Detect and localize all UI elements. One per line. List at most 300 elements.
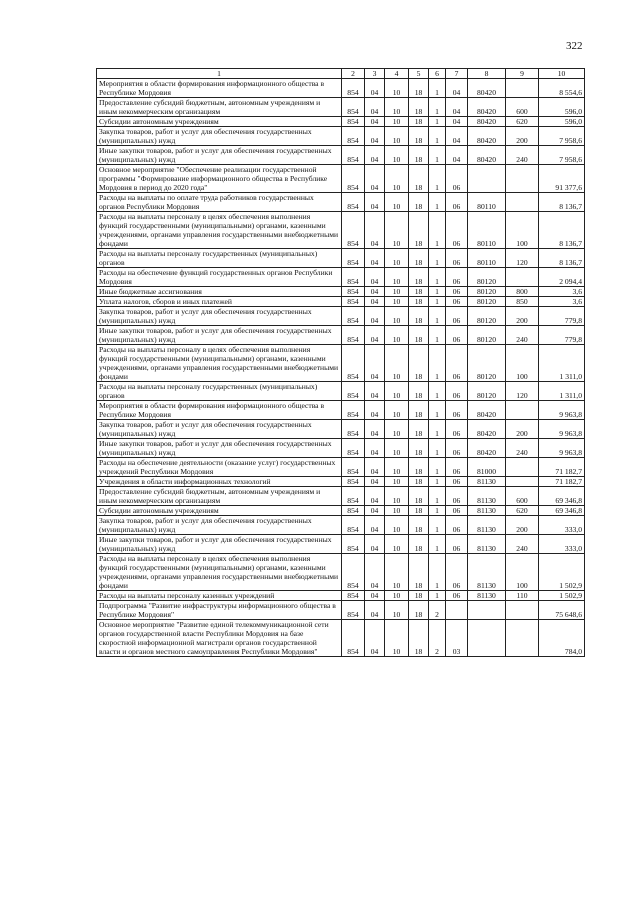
- row-code-ministry: 854: [342, 420, 365, 439]
- row-amount: 9 963,8: [539, 439, 585, 458]
- row-code-event: 06: [446, 193, 468, 212]
- table-row: [97, 345, 585, 382]
- row-code-event: 04: [446, 127, 468, 146]
- row-code-program: 18: [409, 117, 429, 127]
- row-code-section: 04: [365, 477, 385, 487]
- row-code-program: 18: [409, 345, 429, 382]
- row-code-ministry: 854: [342, 516, 365, 535]
- row-code-expense-type: 850: [506, 297, 539, 307]
- row-code-event: 06: [446, 439, 468, 458]
- row-code-expense-type: 200: [506, 307, 539, 326]
- row-amount: 1 502,9: [539, 591, 585, 601]
- row-code-subsection: 10: [385, 439, 409, 458]
- row-code-subsection: 10: [385, 98, 409, 117]
- table-row: [97, 287, 585, 297]
- table-row: [97, 382, 585, 401]
- row-amount: 69 346,8: [539, 487, 585, 506]
- row-amount: 784,0: [539, 620, 585, 657]
- row-amount: 596,0: [539, 117, 585, 127]
- row-code-subsection: 10: [385, 487, 409, 506]
- column-header: 7: [446, 69, 468, 79]
- row-code-program: 18: [409, 307, 429, 326]
- row-code-section: 04: [365, 326, 385, 345]
- row-code-subprogram: 1: [429, 487, 446, 506]
- row-code-program: 18: [409, 601, 429, 620]
- row-amount: 69 346,8: [539, 506, 585, 516]
- row-code-direction: 80120: [468, 287, 506, 297]
- row-amount: 91 377,6: [539, 165, 585, 193]
- row-code-subsection: 10: [385, 249, 409, 268]
- row-code-expense-type: [506, 165, 539, 193]
- row-amount: 7 958,6: [539, 127, 585, 146]
- row-name: Предоставление субсидий бюджетным, автономным учреждениям и иным некоммерческим организациям: [97, 98, 342, 117]
- row-code-program: 18: [409, 249, 429, 268]
- row-code-program: 18: [409, 268, 429, 287]
- row-code-event: 06: [446, 506, 468, 516]
- row-amount: 8 136,7: [539, 249, 585, 268]
- row-name: Предоставление субсидий бюджетным, автономным учреждениям и иным некоммерческим организациям: [97, 487, 342, 506]
- row-amount: 9 963,8: [539, 420, 585, 439]
- row-code-event: 06: [446, 477, 468, 487]
- row-code-subsection: 10: [385, 297, 409, 307]
- row-code-direction: 80120: [468, 307, 506, 326]
- row-amount: 1 311,0: [539, 345, 585, 382]
- row-code-program: 18: [409, 554, 429, 591]
- row-code-section: 04: [365, 487, 385, 506]
- row-code-section: 04: [365, 516, 385, 535]
- row-code-expense-type: 600: [506, 98, 539, 117]
- row-code-event: 06: [446, 268, 468, 287]
- row-amount: 596,0: [539, 98, 585, 117]
- column-header: 1: [97, 69, 342, 79]
- row-code-section: 04: [365, 382, 385, 401]
- row-amount: 71 182,7: [539, 477, 585, 487]
- row-code-subprogram: 1: [429, 477, 446, 487]
- row-code-program: 18: [409, 297, 429, 307]
- row-code-expense-type: [506, 458, 539, 477]
- row-code-direction: 81130: [468, 477, 506, 487]
- row-code-ministry: 854: [342, 297, 365, 307]
- row-code-program: 18: [409, 620, 429, 657]
- row-code-direction: 81130: [468, 487, 506, 506]
- row-amount: 8 554,6: [539, 79, 585, 98]
- row-code-ministry: 854: [342, 287, 365, 297]
- row-name: Мероприятия в области формирования информационного общества в Республике Мордовия: [97, 401, 342, 420]
- row-code-section: 04: [365, 458, 385, 477]
- row-name: Расходы на выплаты по оплате труда работников государственных органов Республики Мордовия: [97, 193, 342, 212]
- row-code-subsection: 10: [385, 458, 409, 477]
- row-code-section: 04: [365, 146, 385, 165]
- row-code-subprogram: 1: [429, 382, 446, 401]
- table-body: [97, 79, 585, 657]
- row-code-ministry: 854: [342, 458, 365, 477]
- row-code-program: 18: [409, 420, 429, 439]
- row-code-subprogram: 2: [429, 620, 446, 657]
- row-code-subsection: 10: [385, 326, 409, 345]
- table-row: [97, 193, 585, 212]
- row-code-section: 04: [365, 117, 385, 127]
- table-row: [97, 601, 585, 620]
- row-name: Иные закупки товаров, работ и услуг для обеспечения государственных (муниципальных) нужд: [97, 326, 342, 345]
- budget-table: [96, 68, 585, 657]
- row-amount: 8 136,7: [539, 193, 585, 212]
- row-code-program: 18: [409, 287, 429, 297]
- table-row: [97, 439, 585, 458]
- row-code-event: 06: [446, 287, 468, 297]
- row-name: Основное мероприятие "Обеспечение реализации государственной программы "Формирование информационного общества в Республике Мордовия в период до 2020 года": [97, 165, 342, 193]
- row-code-direction: 80110: [468, 249, 506, 268]
- row-code-expense-type: 240: [506, 439, 539, 458]
- row-code-subprogram: 2: [429, 601, 446, 620]
- table-row: [97, 98, 585, 117]
- row-code-subprogram: 1: [429, 535, 446, 554]
- table-row: [97, 117, 585, 127]
- row-amount: 2 094,4: [539, 268, 585, 287]
- table-row: [97, 477, 585, 487]
- row-code-event: 06: [446, 535, 468, 554]
- row-name: Иные бюджетные ассигнования: [97, 287, 342, 297]
- row-code-section: 04: [365, 297, 385, 307]
- row-code-section: 04: [365, 98, 385, 117]
- row-code-ministry: 854: [342, 212, 365, 249]
- row-code-event: 06: [446, 487, 468, 506]
- row-code-event: 06: [446, 516, 468, 535]
- row-code-ministry: 854: [342, 401, 365, 420]
- row-code-subsection: 10: [385, 345, 409, 382]
- row-code-direction: 80110: [468, 212, 506, 249]
- row-code-ministry: 854: [342, 165, 365, 193]
- row-name: Расходы на выплаты персоналу государственных (муниципальных) органов: [97, 382, 342, 401]
- row-code-event: 06: [446, 249, 468, 268]
- row-code-subsection: 10: [385, 591, 409, 601]
- row-code-subsection: 10: [385, 506, 409, 516]
- row-amount: 333,0: [539, 516, 585, 535]
- row-amount: 3,6: [539, 287, 585, 297]
- row-code-ministry: 854: [342, 307, 365, 326]
- table-row: [97, 420, 585, 439]
- row-code-event: 06: [446, 591, 468, 601]
- row-code-section: 04: [365, 401, 385, 420]
- row-code-subprogram: 1: [429, 554, 446, 591]
- row-code-subsection: 10: [385, 477, 409, 487]
- row-code-section: 04: [365, 506, 385, 516]
- row-code-event: 04: [446, 146, 468, 165]
- row-code-program: 18: [409, 212, 429, 249]
- row-code-program: 18: [409, 506, 429, 516]
- row-code-program: 18: [409, 516, 429, 535]
- row-amount: 1 502,9: [539, 554, 585, 591]
- row-code-program: 18: [409, 98, 429, 117]
- row-code-program: 18: [409, 127, 429, 146]
- row-code-direction: 80420: [468, 117, 506, 127]
- table-row: [97, 554, 585, 591]
- row-code-subsection: 10: [385, 287, 409, 297]
- row-name: Субсидии автономным учреждениям: [97, 117, 342, 127]
- row-code-event: 04: [446, 117, 468, 127]
- row-code-section: 04: [365, 212, 385, 249]
- row-code-ministry: 854: [342, 554, 365, 591]
- table-row: [97, 307, 585, 326]
- row-code-subprogram: 1: [429, 591, 446, 601]
- row-code-subprogram: 1: [429, 79, 446, 98]
- row-code-expense-type: 240: [506, 326, 539, 345]
- row-code-event: 06: [446, 326, 468, 345]
- row-code-subsection: 10: [385, 165, 409, 193]
- row-code-ministry: 854: [342, 326, 365, 345]
- row-code-ministry: 854: [342, 146, 365, 165]
- row-code-subprogram: 1: [429, 193, 446, 212]
- row-amount: 779,8: [539, 307, 585, 326]
- row-name: Иные закупки товаров, работ и услуг для обеспечения государственных (муниципальных) нужд: [97, 535, 342, 554]
- row-code-subsection: 10: [385, 554, 409, 591]
- row-code-expense-type: 100: [506, 212, 539, 249]
- row-code-ministry: 854: [342, 591, 365, 601]
- row-code-subprogram: 1: [429, 117, 446, 127]
- row-code-expense-type: 100: [506, 345, 539, 382]
- row-code-direction: [468, 165, 506, 193]
- row-code-subprogram: 1: [429, 420, 446, 439]
- row-code-direction: 80120: [468, 326, 506, 345]
- row-code-event: 06: [446, 382, 468, 401]
- row-code-program: 18: [409, 193, 429, 212]
- row-code-subsection: 10: [385, 127, 409, 146]
- row-code-event: [446, 601, 468, 620]
- row-code-event: 03: [446, 620, 468, 657]
- table-row: [97, 249, 585, 268]
- row-code-ministry: 854: [342, 477, 365, 487]
- row-code-subprogram: 1: [429, 439, 446, 458]
- row-name: Мероприятия в области формирования информационного общества в Республике Мордовия: [97, 79, 342, 98]
- row-code-section: 04: [365, 554, 385, 591]
- row-code-subsection: 10: [385, 117, 409, 127]
- row-code-program: 18: [409, 487, 429, 506]
- row-code-event: 06: [446, 401, 468, 420]
- row-code-program: 18: [409, 535, 429, 554]
- row-code-program: 18: [409, 326, 429, 345]
- row-name: Расходы на выплаты персоналу в целях обеспечения выполнения функций государственными (муниципальными) органами, казенными учреждениями, органами управления государственными внебюджетными фондами: [97, 554, 342, 591]
- row-name: Учреждения в области информационных технологий: [97, 477, 342, 487]
- row-code-expense-type: [506, 79, 539, 98]
- column-header: 4: [385, 69, 409, 79]
- row-amount: 1 311,0: [539, 382, 585, 401]
- row-code-section: 04: [365, 345, 385, 382]
- row-code-ministry: 854: [342, 601, 365, 620]
- row-code-subsection: 10: [385, 516, 409, 535]
- row-code-expense-type: 100: [506, 554, 539, 591]
- row-code-program: 18: [409, 591, 429, 601]
- row-code-subsection: 10: [385, 620, 409, 657]
- row-code-subprogram: 1: [429, 297, 446, 307]
- row-code-program: 18: [409, 165, 429, 193]
- row-code-ministry: 854: [342, 506, 365, 516]
- row-code-subprogram: 1: [429, 326, 446, 345]
- row-code-program: 18: [409, 146, 429, 165]
- row-name: Расходы на выплаты персоналу казенных учреждений: [97, 591, 342, 601]
- row-code-section: 04: [365, 620, 385, 657]
- row-code-direction: 81130: [468, 535, 506, 554]
- column-header: 5: [409, 69, 429, 79]
- row-name: Закупка товаров, работ и услуг для обеспечения государственных (муниципальных) нужд: [97, 516, 342, 535]
- row-code-subprogram: 1: [429, 458, 446, 477]
- row-amount: 8 136,7: [539, 212, 585, 249]
- row-code-ministry: 854: [342, 98, 365, 117]
- row-code-subprogram: 1: [429, 516, 446, 535]
- row-code-direction: 80420: [468, 146, 506, 165]
- row-code-ministry: 854: [342, 79, 365, 98]
- row-code-section: 04: [365, 420, 385, 439]
- row-code-expense-type: [506, 601, 539, 620]
- row-code-direction: 80420: [468, 127, 506, 146]
- table-row: [97, 146, 585, 165]
- row-code-section: 04: [365, 535, 385, 554]
- row-code-expense-type: 240: [506, 146, 539, 165]
- table-row: [97, 535, 585, 554]
- row-code-program: 18: [409, 477, 429, 487]
- row-code-subsection: 10: [385, 601, 409, 620]
- row-name: Расходы на обеспечение деятельности (оказание услуг) государственных учреждений Республики Мордовия: [97, 458, 342, 477]
- row-code-subsection: 10: [385, 420, 409, 439]
- row-code-expense-type: 240: [506, 535, 539, 554]
- row-code-direction: 81130: [468, 506, 506, 516]
- row-amount: 3,6: [539, 297, 585, 307]
- row-name: Расходы на выплаты персоналу государственных (муниципальных) органов: [97, 249, 342, 268]
- row-code-subprogram: 1: [429, 268, 446, 287]
- row-code-program: 18: [409, 79, 429, 98]
- row-code-subsection: 10: [385, 146, 409, 165]
- row-code-direction: [468, 620, 506, 657]
- row-code-ministry: 854: [342, 620, 365, 657]
- row-code-subprogram: 1: [429, 249, 446, 268]
- row-amount: 75 648,6: [539, 601, 585, 620]
- column-header: 9: [506, 69, 539, 79]
- table-row: [97, 268, 585, 287]
- row-code-ministry: 854: [342, 535, 365, 554]
- row-amount: 779,8: [539, 326, 585, 345]
- row-name: Закупка товаров, работ и услуг для обеспечения государственных (муниципальных) нужд: [97, 420, 342, 439]
- row-code-expense-type: 120: [506, 382, 539, 401]
- row-code-direction: 81130: [468, 516, 506, 535]
- row-code-section: 04: [365, 193, 385, 212]
- row-code-program: 18: [409, 458, 429, 477]
- row-code-subsection: 10: [385, 307, 409, 326]
- row-code-direction: 80420: [468, 98, 506, 117]
- table-row: [97, 212, 585, 249]
- column-header: 10: [539, 69, 585, 79]
- table-row: [97, 591, 585, 601]
- row-code-section: 04: [365, 307, 385, 326]
- row-code-section: 04: [365, 601, 385, 620]
- column-header: 8: [468, 69, 506, 79]
- row-code-direction: 80120: [468, 345, 506, 382]
- row-code-ministry: 854: [342, 345, 365, 382]
- row-code-event: 04: [446, 79, 468, 98]
- page-number: 322: [566, 40, 583, 52]
- column-header: 6: [429, 69, 446, 79]
- row-code-ministry: 854: [342, 439, 365, 458]
- row-code-subprogram: 1: [429, 506, 446, 516]
- row-code-expense-type: 620: [506, 117, 539, 127]
- column-header: 3: [365, 69, 385, 79]
- row-code-subsection: 10: [385, 193, 409, 212]
- row-name: Субсидии автономным учреждениям: [97, 506, 342, 516]
- row-code-direction: 80420: [468, 420, 506, 439]
- row-code-program: 18: [409, 439, 429, 458]
- table-row: [97, 458, 585, 477]
- row-code-program: 18: [409, 382, 429, 401]
- row-code-expense-type: [506, 268, 539, 287]
- row-code-section: 04: [365, 268, 385, 287]
- row-code-subprogram: 1: [429, 165, 446, 193]
- column-header: 2: [342, 69, 365, 79]
- row-code-ministry: 854: [342, 127, 365, 146]
- row-code-section: 04: [365, 439, 385, 458]
- row-code-event: 06: [446, 420, 468, 439]
- row-name: Основное мероприятие "Развитие единой телекоммуникационной сети органов государственной власти Республики Мордовия на базе скоростной информационной магистрали органов государственной власти и органов местного самоуправления Республики Мордовия": [97, 620, 342, 657]
- table-row: [97, 516, 585, 535]
- row-code-program: 18: [409, 401, 429, 420]
- row-name: Расходы на обеспечение функций государственных органов Республики Мордовия: [97, 268, 342, 287]
- row-code-subsection: 10: [385, 382, 409, 401]
- row-code-expense-type: 200: [506, 127, 539, 146]
- row-code-direction: 80420: [468, 79, 506, 98]
- row-code-subsection: 10: [385, 268, 409, 287]
- row-code-subprogram: 1: [429, 146, 446, 165]
- row-code-expense-type: 120: [506, 249, 539, 268]
- row-code-direction: 80420: [468, 401, 506, 420]
- row-amount: 7 958,6: [539, 146, 585, 165]
- row-code-subprogram: 1: [429, 127, 446, 146]
- row-code-expense-type: 200: [506, 420, 539, 439]
- row-code-event: 06: [446, 345, 468, 382]
- row-name: Закупка товаров, работ и услуг для обеспечения государственных (муниципальных) нужд: [97, 127, 342, 146]
- row-code-ministry: 854: [342, 268, 365, 287]
- row-code-subprogram: 1: [429, 307, 446, 326]
- row-code-event: 06: [446, 307, 468, 326]
- table-row: [97, 487, 585, 506]
- row-code-expense-type: [506, 477, 539, 487]
- table-row: [97, 620, 585, 657]
- row-amount: 333,0: [539, 535, 585, 554]
- row-code-event: 06: [446, 297, 468, 307]
- row-code-subsection: 10: [385, 535, 409, 554]
- row-code-expense-type: 110: [506, 591, 539, 601]
- row-code-expense-type: [506, 401, 539, 420]
- row-code-section: 04: [365, 165, 385, 193]
- row-code-subprogram: 1: [429, 287, 446, 297]
- row-code-section: 04: [365, 127, 385, 146]
- row-code-direction: 81130: [468, 554, 506, 591]
- table-row: [97, 165, 585, 193]
- row-code-section: 04: [365, 591, 385, 601]
- row-name: Подпрограмма "Развитие инфраструктуры информационного общества в Республике Мордовия": [97, 601, 342, 620]
- row-code-section: 04: [365, 287, 385, 297]
- row-name: Закупка товаров, работ и услуг для обеспечения государственных (муниципальных) нужд: [97, 307, 342, 326]
- row-code-subprogram: 1: [429, 212, 446, 249]
- row-code-subprogram: 1: [429, 345, 446, 382]
- row-code-subsection: 10: [385, 212, 409, 249]
- row-name: Иные закупки товаров, работ и услуг для обеспечения государственных (муниципальных) нужд: [97, 146, 342, 165]
- table-row: [97, 127, 585, 146]
- row-code-direction: 81000: [468, 458, 506, 477]
- table-row: [97, 326, 585, 345]
- row-code-ministry: 854: [342, 487, 365, 506]
- row-code-ministry: 854: [342, 382, 365, 401]
- row-name: Иные закупки товаров, работ и услуг для обеспечения государственных (муниципальных) нужд: [97, 439, 342, 458]
- row-code-expense-type: 620: [506, 506, 539, 516]
- table-row: [97, 401, 585, 420]
- row-code-section: 04: [365, 79, 385, 98]
- row-code-subprogram: 1: [429, 98, 446, 117]
